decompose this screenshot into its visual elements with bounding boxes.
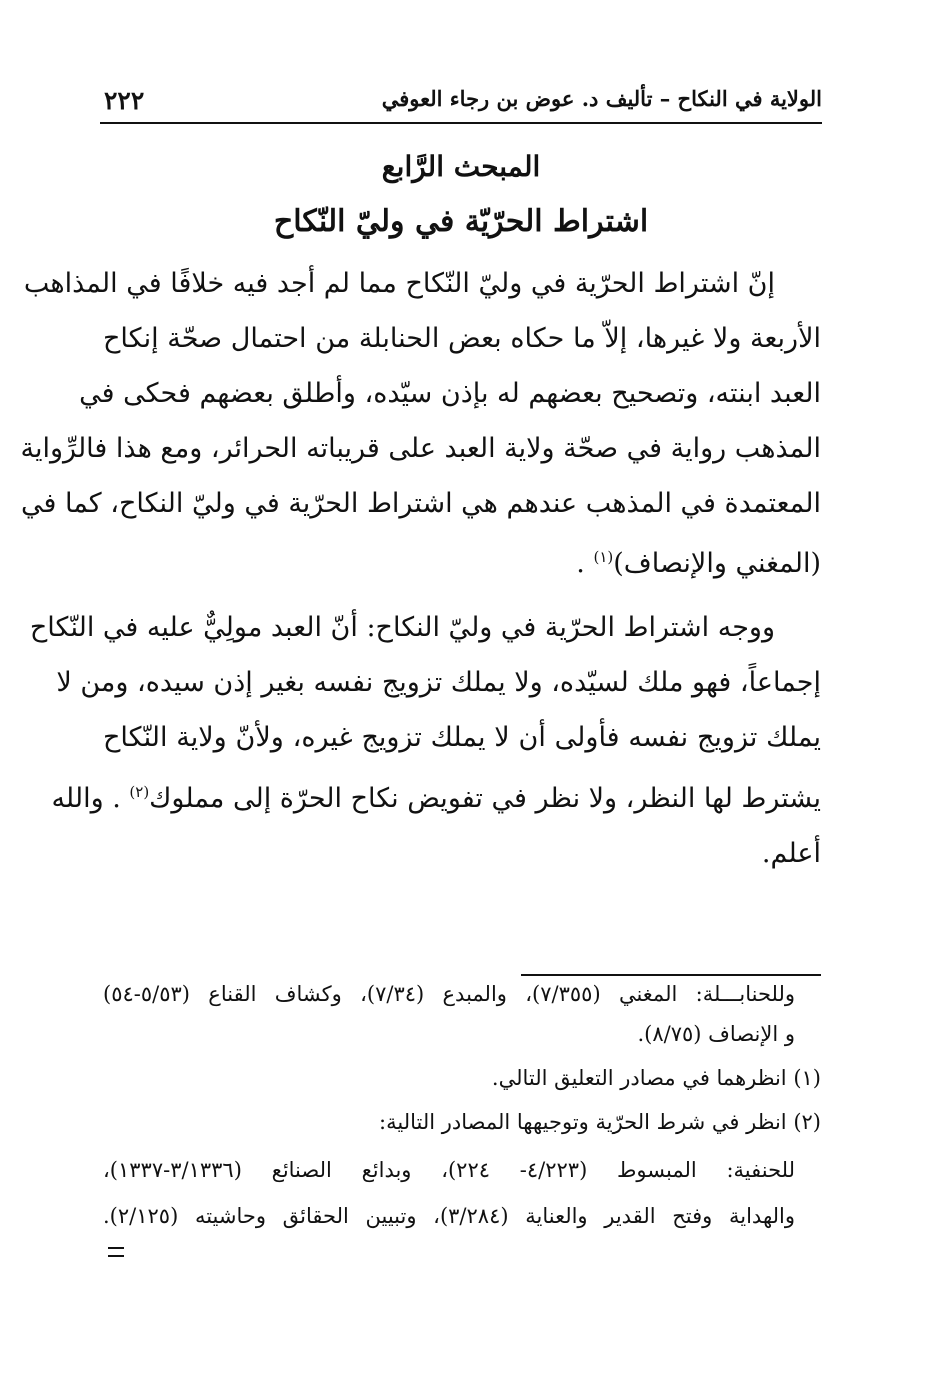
page-number: ٢٢٢ (104, 86, 145, 115)
header-title: الولاية في النكاح – تأليف د. عوض بن رجاء العوفي (381, 86, 822, 111)
body-line: الأربعة ولا غيرها، إلاّ ما حكاه بعض الحنابلة من احتمال صحّة إنكاح (103, 323, 821, 354)
footnote-divider (521, 974, 821, 976)
body-line: إجماعاً، فهو ملك لسيّده، ولا يملك تزويج نفسه بغير إذن سيده، ومن لا (56, 667, 821, 698)
footnote-2-line: والهداية وفتح القدير والعناية (٣/٢٨٤)، وتبيين الحقائق وحاشيته (٢/١٢٥). (103, 1204, 795, 1228)
footnote-continuation: و الإنصاف (٨/٧٥). (637, 1022, 795, 1046)
body-text: . والله (51, 783, 130, 814)
section-subheading: اشتراط الحرّيّة في وليّ النّكاح (273, 204, 649, 239)
body-line: إنّ اشتراط الحرّية في وليّ النّكاح مما لم أجد فيه خلافًا في المذاهب (23, 268, 775, 299)
footnote-1: (١) انظرهما في مصادر التعليق التالي. (491, 1066, 821, 1090)
citation-text: (المغني والإنصاف) (613, 548, 821, 579)
body-line: يملك تزويج نفسه فأولى أن لا يملك تزويج غيره، ولأنّ ولاية النّكاح (103, 722, 821, 753)
body-text: يشترط لها النظر، ولا نظر في تفويض نكاح الحرّة إلى مملوك (149, 783, 821, 814)
continuation-mark (108, 1247, 124, 1257)
footnote-2-line: للحنفية: المبسوط (٤/٢٢٣- ٢٢٤)، وبدائع الصنائع (٣/١٣٣٦-١٣٣٧)، (103, 1158, 795, 1182)
footnote-continuation: وللحنابـــلة: المغني (٧/٣٥٥)، والمبدع (٧/٣٤)، وكشاف القناع (٥/٥٣-٥٤) (103, 982, 795, 1006)
body-line-last (103, 548, 821, 579)
body-line (51, 783, 821, 814)
body-line: المعتمدة في المذهب عندهم هي اشتراط الحرّية في وليّ النكاح، كما في (20, 488, 821, 519)
footnote-ref-1[interactable]: (١) (593, 548, 614, 566)
body-line: ووجه اشتراط الحرّية في وليّ النكاح: أنّ العبد مولِيٌّ عليه في النّكاح (29, 612, 775, 643)
running-header (100, 86, 822, 124)
period: . (576, 548, 594, 579)
body-line: المذهب رواية في صحّة ولاية العبد على قريباته الحرائر، ومع هذا فالرِّواية (20, 433, 821, 464)
section-heading: المبحث الرَّابع (381, 150, 541, 183)
footnote-ref-2[interactable]: (٢) (129, 783, 150, 801)
footnote-2: (٢) انظر في شرط الحرّية وتوجيهها المصادر التالية: (379, 1110, 821, 1134)
body-line: العبد ابنته، وتصحيح بعضهم له بإذن سيّده، وأطلق بعضهم فحكى في (79, 378, 821, 409)
body-line-last: أعلم. (761, 838, 821, 869)
